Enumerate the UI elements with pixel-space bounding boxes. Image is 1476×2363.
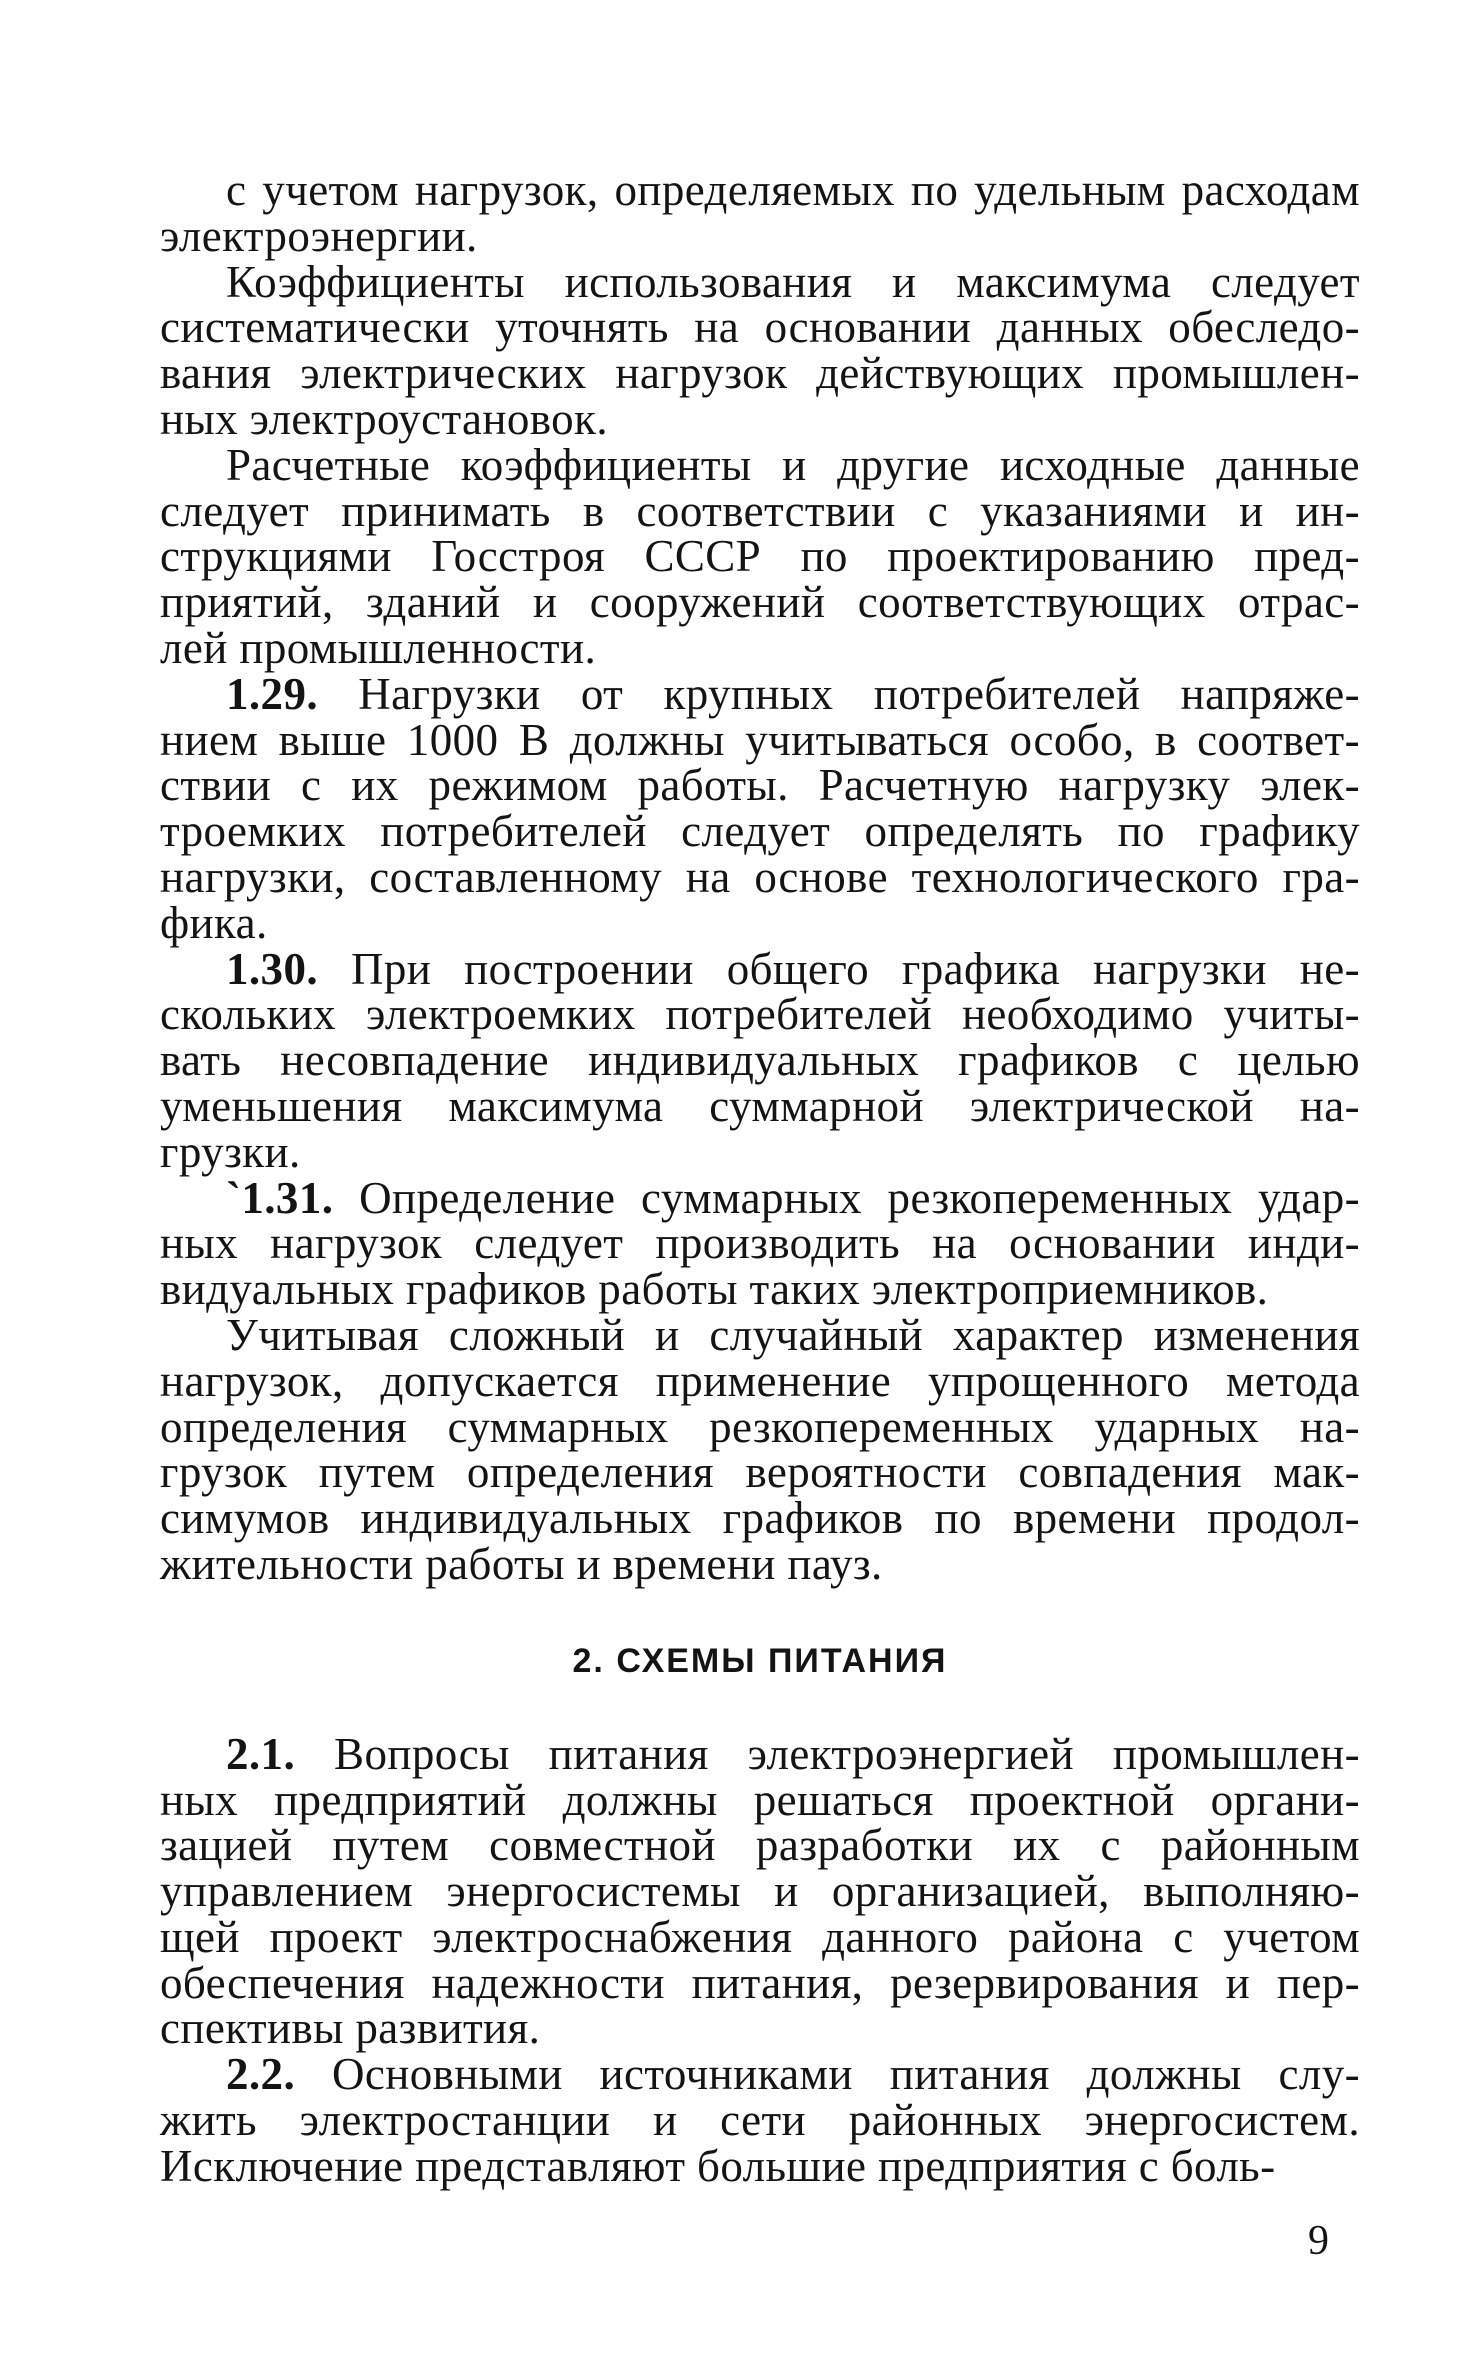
line-text: скольких электроемких потребителей необходимо учиты- — [160, 989, 1360, 1040]
clause-number: 2.1. — [226, 1728, 296, 1779]
clause-number: `1.31. — [226, 1172, 334, 1223]
line-text: струкциями Госстроя СССР по проектированию пред- — [160, 531, 1360, 582]
clause-number: 1.30. — [226, 943, 318, 994]
line-text: нагрузок, допускается применение упрощенного метода — [160, 1355, 1360, 1406]
line-text: лей промышленности. — [160, 622, 597, 673]
line-text: ных нагрузок следует производить на основании инди- — [160, 1218, 1360, 1269]
line-text: ных электроустановок. — [160, 393, 608, 444]
text-line — [160, 1493, 1360, 1544]
line-text: троемких потребителей следует определять по графику — [160, 806, 1360, 857]
clause-number: 2.2. — [226, 2049, 296, 2100]
line-text: следует принимать в соответствии с указаниями и ин- — [160, 485, 1360, 536]
paragraph — [160, 668, 1360, 948]
clause-number: 1.29. — [226, 668, 318, 719]
paragraph — [160, 165, 1360, 261]
line-text: зацией путем совместной разработки их с районным — [160, 1820, 1360, 1871]
text-line — [160, 1447, 1360, 1498]
paragraph — [160, 1309, 1360, 1589]
text-line — [160, 1355, 1360, 1406]
line-text: Определение суммарных резкопеременных удар- — [359, 1172, 1360, 1223]
text-line — [160, 2095, 1360, 2146]
line-text: фика. — [160, 897, 268, 948]
line-text: определения суммарных резкопеременных ударных на- — [160, 1401, 1360, 1452]
text-line — [160, 714, 1360, 765]
text-line — [160, 851, 1360, 902]
text-line — [160, 622, 1360, 673]
line-text: с учетом нагрузок, определяемых по удельным расходам — [226, 165, 1360, 215]
line-text: нагрузки, составленному на основе технологического гра- — [160, 851, 1360, 902]
text-line — [160, 1401, 1360, 1452]
text-line — [160, 165, 1360, 215]
line-text: обеспечения надежности питания, резервирования и пер- — [160, 1957, 1360, 2008]
line-text: При построении общего графика нагрузки не- — [350, 943, 1360, 994]
text-line — [160, 1911, 1360, 1962]
line-text: грузок путем определения вероятности совпадения мак- — [160, 1447, 1360, 1498]
text-line — [160, 1309, 1360, 1360]
line-text: симумов индивидуальных графиков по времени продол- — [160, 1493, 1360, 1544]
text-line — [160, 989, 1360, 1040]
text-line — [160, 393, 1360, 444]
line-text: управлением энергосистемы и организацией, выполняю- — [160, 1866, 1360, 1917]
text-line — [160, 943, 1360, 994]
line-text: ствии с их режимом работы. Расчетную нагрузку элек- — [160, 760, 1360, 811]
text-line — [160, 2003, 1360, 2054]
line-text: Исключение представляют большие предприятия с боль- — [160, 2140, 1276, 2191]
text-line — [160, 485, 1360, 536]
line-text: Расчетные коэффициенты и другие исходные данные — [226, 439, 1360, 490]
text-line — [160, 302, 1360, 353]
line-text: спективы развития. — [160, 2003, 541, 2054]
text-line — [160, 806, 1360, 857]
text-line — [160, 256, 1360, 307]
text-line — [160, 1538, 1360, 1589]
line-text: Учитывая сложный и случайный характер изменения — [226, 1309, 1360, 1360]
text-line — [160, 439, 1360, 490]
section-before — [160, 165, 1360, 1589]
text-line — [160, 1866, 1360, 1917]
line-text: щей проект электроснабжения данного района с учетом — [160, 1911, 1360, 1962]
text-line — [160, 760, 1360, 811]
line-text: уменьшения максимума суммарной электрической на- — [160, 1080, 1360, 1131]
text-line — [160, 531, 1360, 582]
text-line — [160, 210, 1360, 261]
line-text: вания электрических нагрузок действующих промышлен- — [160, 348, 1360, 399]
line-text: Основными источниками питания должны слу- — [331, 2049, 1360, 2100]
text-line — [160, 1172, 1360, 1223]
section-after — [160, 1728, 1361, 2191]
line-text: систематически уточнять на основании данных обеследо- — [160, 302, 1360, 353]
text-line — [160, 1774, 1360, 1825]
paragraph — [160, 943, 1360, 1177]
paragraph — [160, 439, 1360, 673]
text-line — [160, 1080, 1360, 1131]
line-text: приятий, зданий и сооружений соответствующих отрас- — [160, 577, 1360, 628]
text-line — [160, 668, 1360, 719]
text-line — [160, 1820, 1360, 1871]
document-page — [160, 165, 1361, 2191]
text-line — [160, 897, 1360, 948]
line-text: жить электростанции и сети районных энергосистем. — [160, 2095, 1360, 2146]
line-text: грузки. — [160, 1126, 301, 1177]
text-line — [160, 1728, 1361, 1779]
line-text: Коэффициенты использования и максимума следует — [226, 256, 1360, 307]
text-line — [160, 1264, 1360, 1315]
text-line — [160, 577, 1360, 628]
paragraph — [160, 256, 1360, 444]
line-text: видуальных графиков работы таких электроприемников. — [160, 1264, 1269, 1315]
page-number: 9 — [1308, 2218, 1329, 2264]
text-line — [160, 1957, 1360, 2008]
text-line — [160, 1035, 1360, 1086]
paragraph — [160, 1728, 1361, 2054]
text-line — [160, 2140, 1360, 2191]
text-line — [160, 348, 1360, 399]
text-line — [160, 1126, 1360, 1177]
text-line — [160, 2049, 1360, 2100]
line-text: Нагрузки от крупных потребителей напряже- — [358, 668, 1360, 719]
section-heading: 2. СХЕМЫ ПИТАНИЯ — [572, 1641, 948, 1680]
paragraph — [160, 1172, 1360, 1315]
line-text: жительности работы и времени пауз. — [160, 1538, 883, 1589]
line-text: вать несовпадение индивидуальных графиков с целью — [160, 1035, 1360, 1086]
line-text: нием выше 1000 В должны учитываться особо, в соответ- — [160, 714, 1360, 765]
line-text: ных предприятий должны решаться проектной органи- — [160, 1774, 1360, 1825]
text-line — [160, 1218, 1360, 1269]
line-text: электроэнергии. — [160, 210, 478, 261]
line-text: Вопросы питания электроэнергией промышлен- — [334, 1728, 1361, 1779]
paragraph — [160, 2049, 1360, 2191]
